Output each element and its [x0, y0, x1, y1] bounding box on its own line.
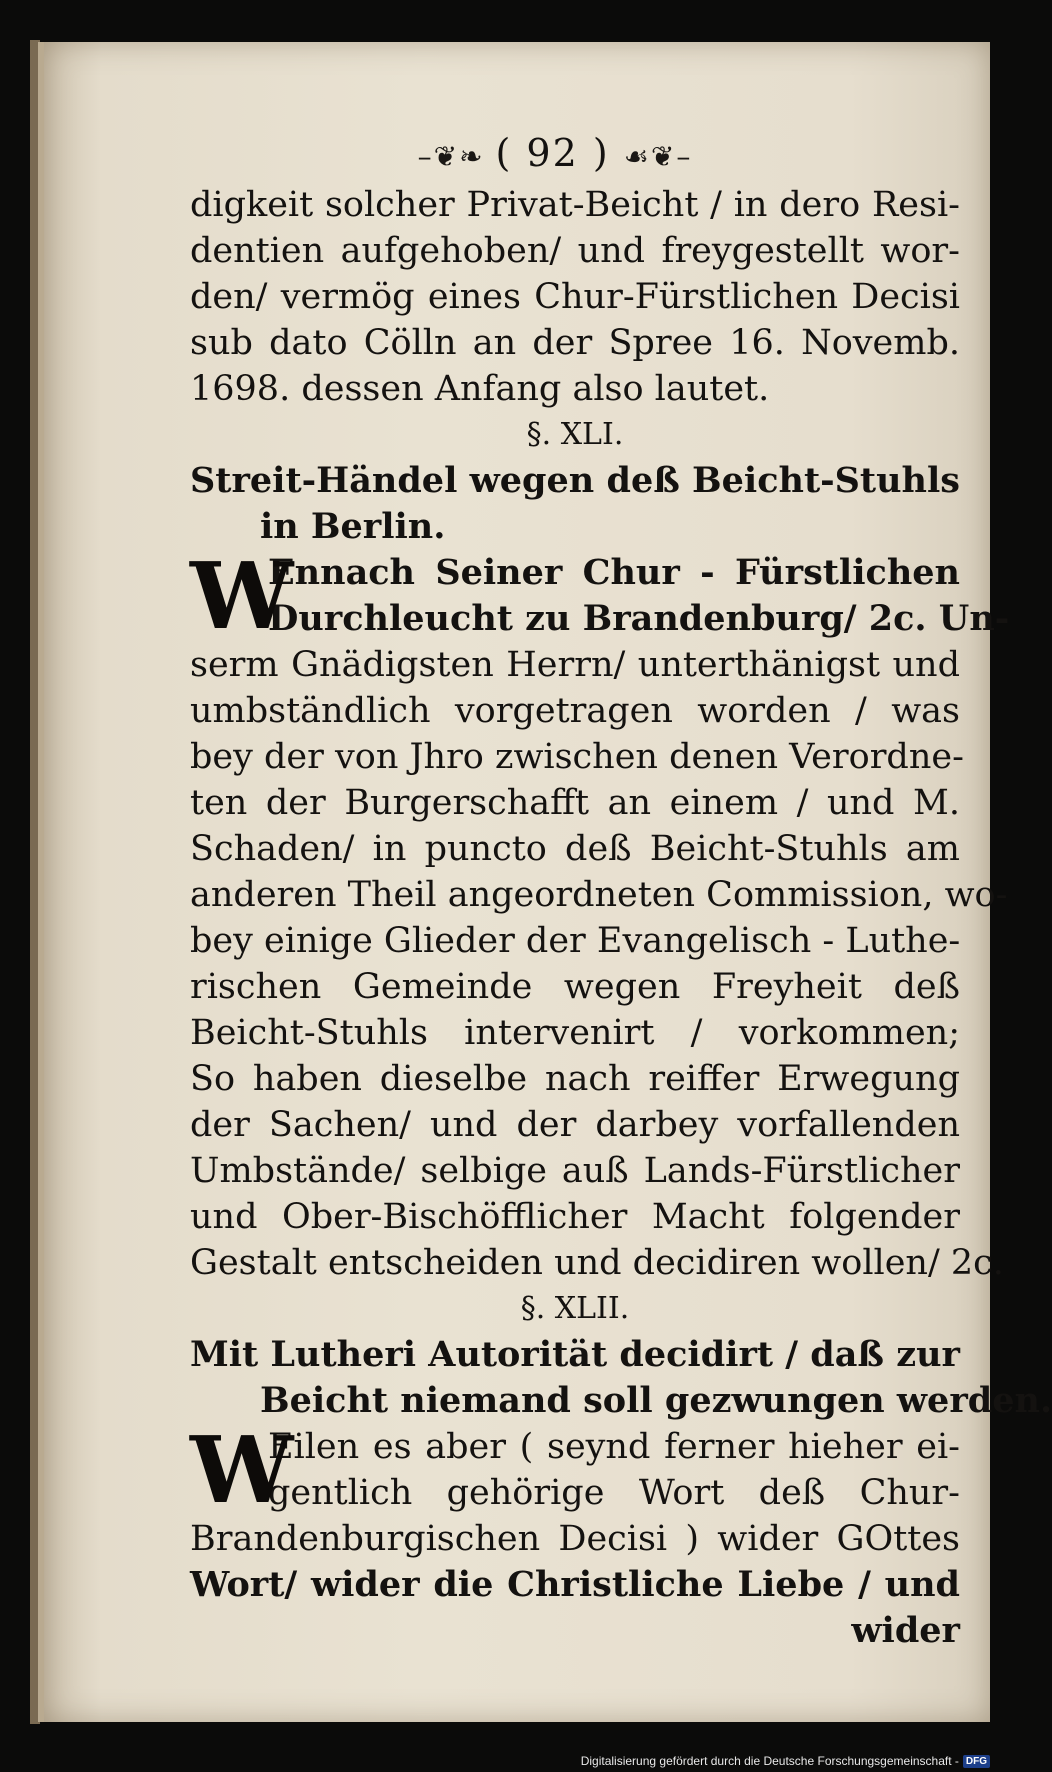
dfg-logo: DFG — [963, 1755, 990, 1768]
text-line: umbständlich vorgetragen worden / was — [190, 691, 960, 731]
text-line: und Ober-Bischöfflicher Macht folgender — [190, 1197, 960, 1237]
text-line: Wort/ wider die Christliche Liebe / und — [190, 1564, 960, 1605]
text-line: Umbstände/ selbige auß Lands-Fürstlicher — [190, 1151, 960, 1191]
text-line: sub dato Cölln an der Spree 16. Novemb. — [190, 323, 960, 363]
section-heading: in Berlin. — [260, 506, 446, 547]
text-line: der Sachen/ und der darbey vorfallenden — [190, 1105, 960, 1145]
text-line: Schaden/ in puncto deß Beicht-Stuhls am — [190, 829, 960, 869]
drop-cap: W — [190, 1416, 294, 1524]
right-ornament-icon: ☙❦– — [623, 140, 693, 173]
section-number: §. XLI. — [526, 417, 624, 452]
text-line: dentien aufgehoben/ und freygestellt wor- — [190, 231, 960, 271]
text-line: Beicht-Stuhls intervenirt / vorkommen; — [190, 1013, 960, 1053]
text-line: Eilen es aber ( seynd ferner hieher ei- — [268, 1427, 960, 1467]
page-text — [190, 128, 1052, 1654]
text-line: Durchleucht zu Brandenburg/ 2c. Un- — [268, 598, 1010, 639]
page-header — [150, 128, 960, 182]
drop-cap: W — [190, 542, 294, 650]
section-heading: Mit Lutheri Autorität decidirt / daß zur — [190, 1334, 960, 1375]
section-heading: Streit-Händel wegen deß Beicht-Stuhls — [190, 460, 960, 501]
text-line: gentlich gehörige Wort deß Chur- — [268, 1473, 960, 1513]
text-line: serm Gnädigsten Herrn/ unterthänigst und — [190, 645, 960, 685]
text-line: Brandenburgischen Decisi ) wider GOttes — [190, 1519, 960, 1559]
text-line: bey einige Glieder der Evangelisch - Luthe- — [190, 921, 961, 961]
text-line: ten der Burgerschafft an einem / und M. — [190, 783, 960, 823]
section-heading: Beicht niemand soll gezwungen werden. — [260, 1380, 1052, 1421]
paragraph — [190, 1416, 960, 1654]
text-line: So haben dieselbe nach reiffer Erwegung — [190, 1059, 960, 1099]
paragraph — [190, 542, 1010, 1286]
footer-credit — [581, 1754, 990, 1768]
left-ornament-icon: –❦❧ — [417, 140, 496, 173]
section-number: §. XLII. — [520, 1291, 630, 1326]
text-line: rischen Gemeinde wegen Freyheit deß — [190, 967, 960, 1007]
footer-text: Digitalisierung gefördert durch die Deutsche Forschungsgemeinschaft - — [580, 1754, 959, 1768]
text-line: den/ vermög eines Chur-Fürstlichen Decisi — [190, 277, 960, 317]
text-line: 1698. dessen Anfang also lautet. — [190, 369, 770, 409]
text-line: anderen Theil angeordneten Commission, wo- — [190, 875, 1008, 915]
text-line: digkeit solcher Privat-Beicht / in dero Resi- — [190, 185, 960, 225]
page-number: ( 92 ) — [495, 131, 610, 175]
text-line: Gestalt entscheiden und decidiren wollen/ 2c. — [190, 1243, 1004, 1283]
catchword: wider — [851, 1610, 960, 1651]
text-line: bey der von Jhro zwischen denen Verordne- — [190, 737, 964, 777]
text-line: Ennach Seiner Chur - Fürstlichen — [268, 552, 960, 593]
